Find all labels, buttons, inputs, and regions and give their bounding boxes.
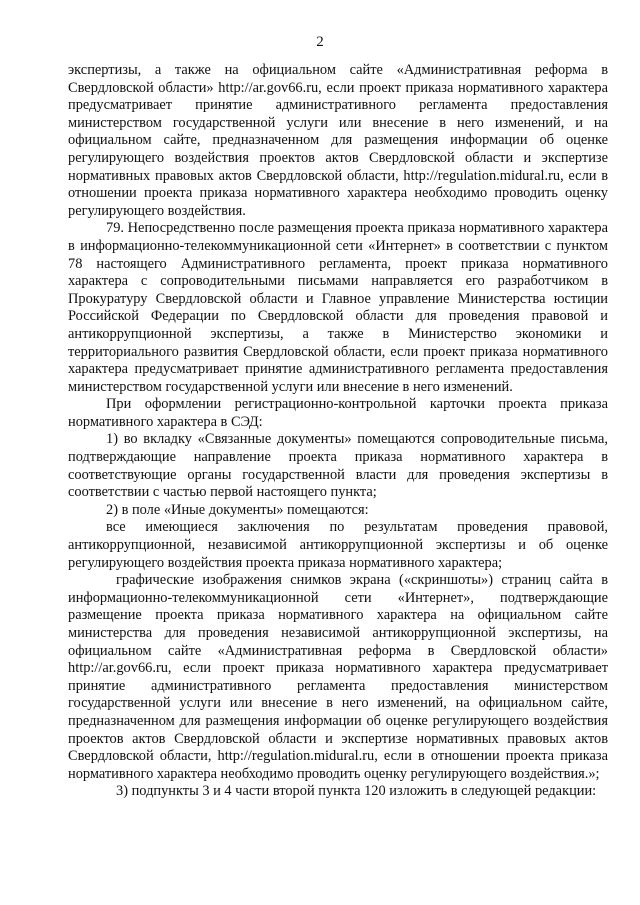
paragraph-79: 79. Непосредственно после размещения проекта приказа нормативного характера в информационно-телекоммуникационной сети «Интернет» в соответствии с пунктом 78 настоящего Административного регламента, проект приказа нормативного характера с сопроводительными письмами направляется его разработчиком в Прокуратуру Свердловской области и Главное управление Министерства юстиции Российской Федерации по Свердловской области для проведения правовой и антикоррупционной экспертизы, а также в Министерство экономики и территориального развития Свердловской области, если проект приказа нормативного характера предусматривает принятие административного регламента предоставления министерством государственной услуги или внесение в него изменений. [68, 220, 608, 395]
paragraph-sed-registration: При оформлении регистрационно-контрольной карточки проекта приказа нормативного характера в СЭД: [68, 396, 608, 430]
list-item-2: 2) в поле «Иные документы» помещаются: [106, 501, 369, 518]
paragraph-continuation: экспертизы, а также на официальном сайте «Административная реформа в Свердловской области» http://ar.gov66.ru, если проект приказа нормативного характера предусматривает принятие административного регламента предоставления министерством государственной услуги или внесение в него изменений, и на официальном сайте, предназначенном для размещения информации об оценке регулирующего воздействия проектов актов Свердловской области и экспертизе нормативных правовых актов Свердловской области, http://regulation.midural.ru, если в отношении проекта приказа нормативного характера необходимо проводить оценку регулирующего воздействия. [68, 62, 608, 219]
document-body [68, 62, 608, 801]
list-item-1: 1) во вкладку «Связанные документы» помещаются сопроводительные письма, подтверждающие направление проекта приказа нормативного характера в соответствующие органы государственной власти для проведения экспертизы в соответствии с частью первой настоящего пункта; [68, 431, 608, 501]
page-number: 2 [316, 34, 324, 50]
list-item-2-screenshots: графические изображения снимков экрана («скриншоты») страниц сайта в информационно-телекоммуникационной сети «Интернет», подтверждающие размещение проекта приказа нормативного характера на официальном сайте министерства для проведения независимой антикоррупционной экспертизы, на официальном сайте «Административная реформа в Свердловской области» http://ar.gov66.ru, если проект приказа нормативного характера предусматривает принятие административного регламента предоставления министерством государственной услуги или внесение в него изменений, на официальном сайте, предназначенном для размещения информации об оценке регулирующего воздействия проектов актов Свердловской области и экспертизе нормативных правовых актов Свердловской области, http://regulation.midural.ru, если в отношении проекта приказа нормативного характера необходимо проводить оценку регулирующего воздействия.»; [68, 572, 608, 782]
list-item-3: 3) подпункты 3 и 4 части второй пункта 120 изложить в следующей редакции: [116, 783, 597, 800]
list-item-2-conclusions: все имеющиеся заключения по результатам проведения правовой, антикоррупционной, независимой антикоррупционной экспертизы и об оценке регулирующего воздействия проекта приказа нормативного характера; [68, 519, 608, 571]
